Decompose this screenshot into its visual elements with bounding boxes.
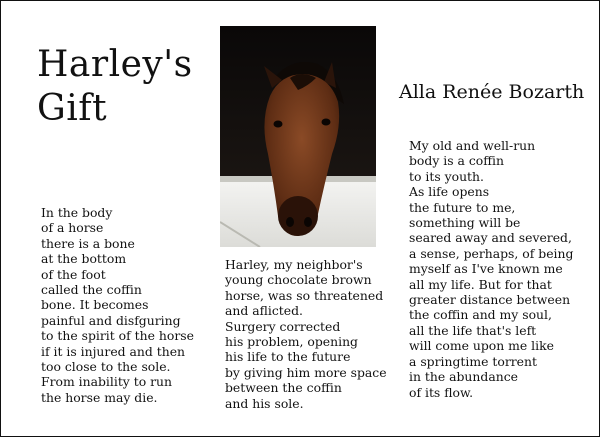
poem-line: all my life. But for that [409,276,552,292]
poem-line: too close to the sole. [41,359,171,375]
poem-line: and his sole. [225,395,304,411]
poem-line: seared away and severed, [409,230,572,246]
poem-line: greater distance between [409,292,571,308]
poem-line: of its flow. [409,384,474,400]
poem-line: a springtime torrent [409,353,537,369]
poem-line: called the coffin [41,282,142,298]
poem-line: if it is injured and then [41,343,186,359]
poem-line: As life opens [409,184,490,200]
poem-line: in the abundance [409,369,518,385]
poem-line: Surgery corrected [225,318,341,334]
title-line-2: Gift [37,88,108,129]
poem-column-2 [225,257,387,411]
poem-line: all the life that's left [409,322,537,338]
poem-line: the coffin and my soul, [409,307,552,323]
poem-column-3 [409,138,573,400]
poem-line: body is a coffin [409,153,504,169]
poem-line: to the spirit of the horse [41,328,194,344]
poem-line: something will be [409,215,521,231]
poem-line: From inability to run [41,374,172,390]
poem-line: his problem, opening [225,334,358,350]
poem-line: to its youth. [409,168,484,184]
poem-line: will come upon me like [409,338,554,354]
author-name: Alla Renée Bozarth [399,81,585,103]
poem-line: horse, was so threatened [225,287,384,303]
poem-line: the future to me, [409,199,516,215]
poem-line: young chocolate brown [225,272,372,288]
poem-line: My old and well-run [409,138,536,153]
poem-line: bone. It becomes [41,297,149,313]
poem-line: of the foot [41,266,106,282]
horse-photo [220,26,376,247]
title-line-1: Harley's [37,44,193,85]
poem-line: by giving him more space [225,364,387,380]
poem-line: the horse may die. [41,389,158,405]
poem-line: Harley, my neighbor's [225,257,363,272]
poem-line: his life to the future [225,349,351,365]
poem-line: between the coffin [225,380,342,396]
poem-line: at the bottom [41,251,127,267]
poem-line: painful and disfguring [41,312,181,328]
poem-line: a sense, perhaps, of being [409,245,574,261]
poem-title [37,43,193,131]
poem-column-1 [41,205,194,405]
poem-line: of a horse [41,220,104,236]
poem-line: and aflicted. [225,303,303,319]
poem-line: myself as I've known me [409,261,563,277]
poem-line: In the body [41,205,113,220]
poem-line: there is a bone [41,235,135,251]
